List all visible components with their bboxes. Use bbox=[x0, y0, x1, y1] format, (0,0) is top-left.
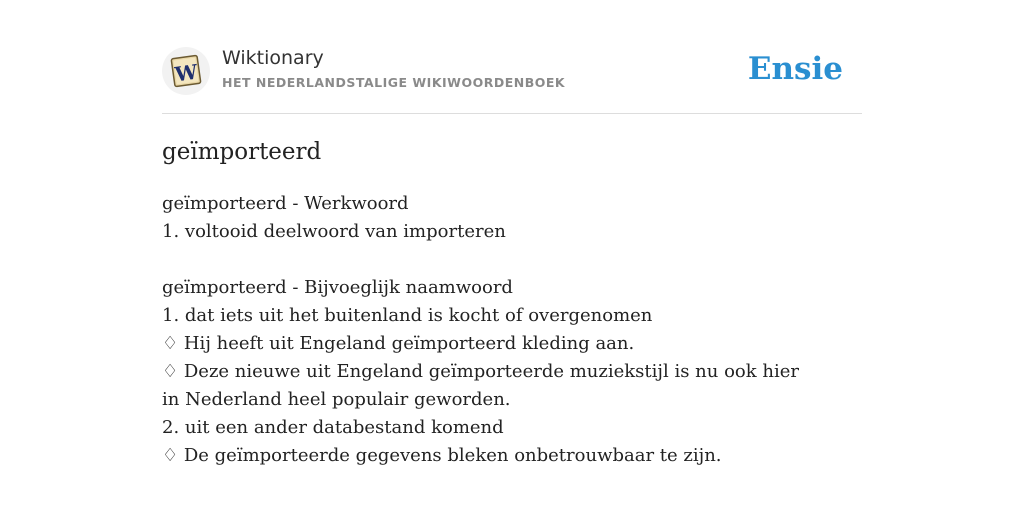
logo-letter: W bbox=[173, 59, 200, 87]
site-name[interactable]: Wiktionary bbox=[222, 47, 324, 69]
site-header bbox=[162, 0, 862, 114]
example-line: ♢ De geïmporteerde gegevens bleken onbetrouwbaar te zijn. bbox=[162, 445, 722, 466]
blank-line bbox=[162, 246, 802, 274]
example-line: ♢ Deze nieuwe uit Engeland geïmporteerde muziekstijl is nu ook hier in Nederland heel populair geworden. bbox=[162, 361, 799, 410]
main-container bbox=[162, 0, 862, 466]
ensie-logo-link[interactable]: Ensie bbox=[747, 51, 843, 87]
wiktionary-logo-icon[interactable] bbox=[162, 47, 210, 95]
definition-line: 2. uit een ander databestand komend bbox=[162, 417, 504, 438]
entry-content bbox=[162, 190, 802, 470]
definition-line: 1. dat iets uit het buitenland is kocht of overgenomen bbox=[162, 305, 653, 326]
definition-line: 1. voltooid deelwoord van importeren bbox=[162, 221, 506, 242]
entry-heading-werkwoord: geïmporteerd - Werkwoord bbox=[162, 193, 409, 214]
entry-heading-bijvoeglijk-naamwoord: geïmporteerd - Bijvoeglijk naamwoord bbox=[162, 277, 513, 298]
example-line: ♢ Hij heeft uit Engeland geïmporteerd kleding aan. bbox=[162, 333, 635, 354]
site-tagline: HET NEDERLANDSTALIGE WIKIWOORDENBOEK bbox=[222, 75, 566, 90]
page-title: geïmporteerd bbox=[162, 139, 322, 165]
